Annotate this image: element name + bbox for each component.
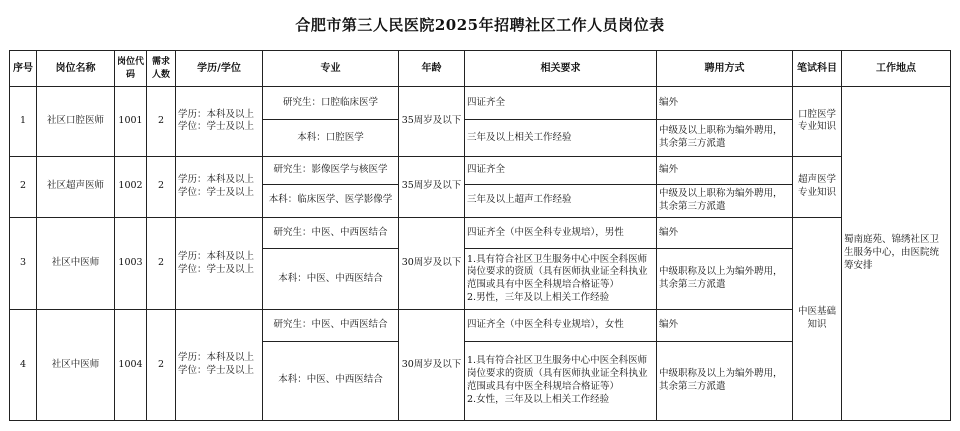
cell-age: 35周岁及以下: [399, 156, 465, 217]
page-title: 合肥市第三人民医院2025年招聘社区工作人员岗位表: [295, 16, 665, 34]
cell-age: 30周岁及以下: [399, 217, 465, 309]
cell-code: 1004: [115, 310, 147, 421]
cell-count: 2: [147, 310, 176, 421]
cell-req: 四证齐全: [465, 87, 657, 120]
table-row: [10, 217, 951, 248]
cell-edu: 学历：本科及以上 学位：学士及以上: [176, 156, 263, 217]
cell-major: 本科：中医、中西医结合: [263, 249, 399, 310]
table-row: [10, 87, 951, 120]
cell-code: 1003: [115, 217, 147, 309]
header-code: 岗位代码: [115, 51, 147, 87]
header-loc: 工作地点: [842, 51, 951, 87]
header-exam: 笔试科目: [793, 51, 842, 87]
cell-mode: 中级及以上职称为编外聘用，其余第三方派遣: [657, 120, 793, 156]
cell-mode: 中级职称及以上为编外聘用，其余第三方派遣: [657, 249, 793, 310]
cell-major: 本科：中医、中西医结合: [263, 341, 399, 421]
cell-location: 蜀南庭苑、锦绣社区卫生服务中心，由医院统筹安排: [842, 87, 951, 421]
job-table: [9, 50, 951, 421]
cell-exam: 口腔医学专业知识: [793, 87, 842, 156]
header-name: 岗位名称: [37, 51, 115, 87]
cell-edu: 学历：本科及以上 学位：学士及以上: [176, 310, 263, 421]
cell-exam-tcm: 中医基础知识: [793, 217, 842, 420]
cell-seq: 1: [10, 87, 37, 156]
cell-edu: 学历：本科及以上 学位：学士及以上: [176, 217, 263, 309]
header-major: 专业: [263, 51, 399, 87]
cell-mode: 编外: [657, 217, 793, 248]
cell-mode: 编外: [657, 156, 793, 184]
cell-major: 研究生：中医、中西医结合: [263, 217, 399, 248]
cell-seq: 2: [10, 156, 37, 217]
cell-mode: 中级职称及以上为编外聘用，其余第三方派遣: [657, 341, 793, 421]
cell-req: 四证齐全: [465, 156, 657, 184]
cell-seq: 3: [10, 217, 37, 309]
header-age: 年龄: [399, 51, 465, 87]
cell-major: 研究生：影像医学与核医学: [263, 156, 399, 184]
cell-req: 1.具有符合社区卫生服务中心中医全科医师岗位要求的资质（具有医师执业证全科执业范围或具有中医全科规培合格证等） 2.男性，三年及以上相关工作经验: [465, 249, 657, 310]
cell-count: 2: [147, 217, 176, 309]
cell-exam: 超声医学专业知识: [793, 156, 842, 217]
cell-mode: 编外: [657, 87, 793, 120]
cell-mode: 中级及以上职称为编外聘用，其余第三方派遣: [657, 184, 793, 217]
header-mode: 聘用方式: [657, 51, 793, 87]
header-row: [10, 51, 951, 87]
cell-name: 社区中医师: [37, 310, 115, 421]
cell-req: 三年及以上相关工作经验: [465, 120, 657, 156]
cell-mode: 编外: [657, 310, 793, 341]
header-count: 需求人数: [147, 51, 176, 87]
cell-name: 社区口腔医师: [37, 87, 115, 156]
cell-seq: 4: [10, 310, 37, 421]
cell-major: 研究生：中医、中西医结合: [263, 310, 399, 341]
header-req: 相关要求: [465, 51, 657, 87]
cell-count: 2: [147, 156, 176, 217]
cell-major: 本科：口腔医学: [263, 120, 399, 156]
table-row: [10, 156, 951, 184]
cell-age: 35周岁及以下: [399, 87, 465, 156]
cell-req: 四证齐全（中医全科专业规培），男性: [465, 217, 657, 248]
cell-code: 1001: [115, 87, 147, 156]
cell-req: 四证齐全（中医全科专业规培），女性: [465, 310, 657, 341]
cell-name: 社区中医师: [37, 217, 115, 309]
cell-edu: 学历：本科及以上 学位：学士及以上: [176, 87, 263, 156]
cell-count: 2: [147, 87, 176, 156]
header-edu: 学历/学位: [176, 51, 263, 87]
cell-name: 社区超声医师: [37, 156, 115, 217]
cell-code: 1002: [115, 156, 147, 217]
cell-req: 1.具有符合社区卫生服务中心中医全科医师岗位要求的资质（具有医师执业证全科执业范围或具有中医全科规培合格证等） 2.女性，三年及以上相关工作经验: [465, 341, 657, 421]
cell-major: 研究生：口腔临床医学: [263, 87, 399, 120]
header-seq: 序号: [10, 51, 37, 87]
cell-major: 本科：临床医学、医学影像学: [263, 184, 399, 217]
cell-age: 30周岁及以下: [399, 310, 465, 421]
cell-req: 三年及以上超声工作经验: [465, 184, 657, 217]
